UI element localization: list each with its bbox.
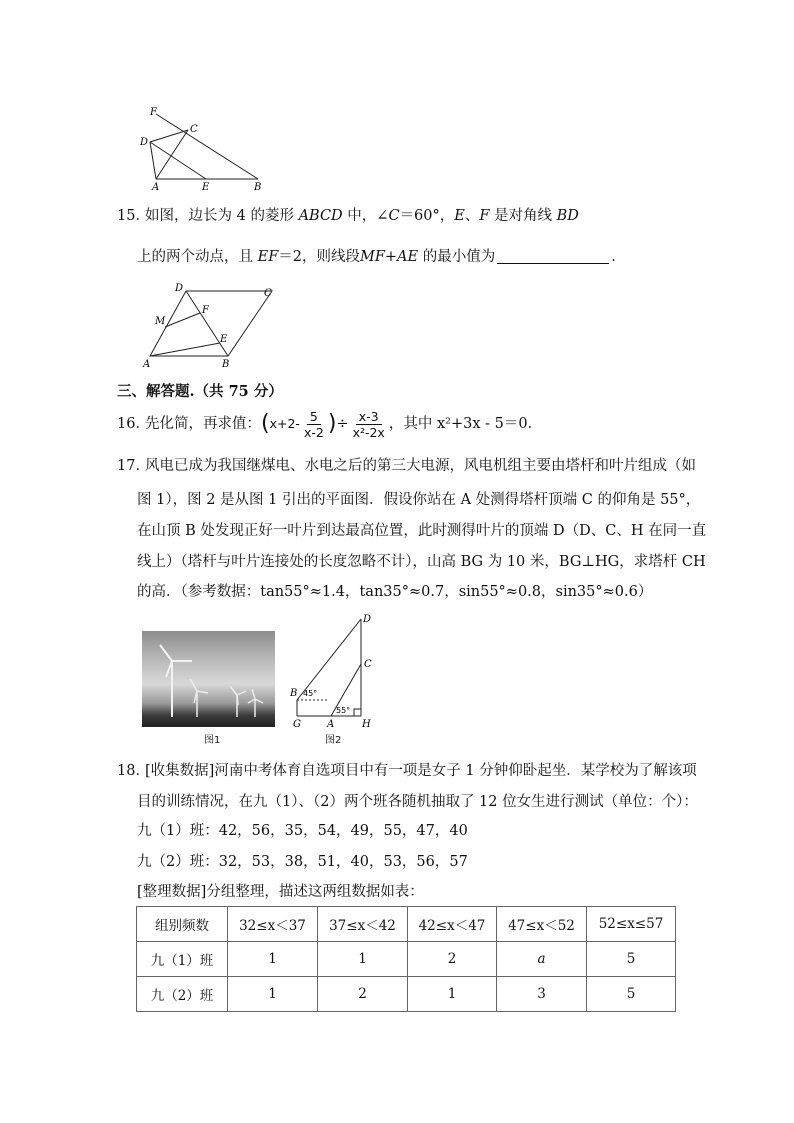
table-header-cell: 37≤x＜42 — [318, 907, 408, 942]
table-header-cell: 组别频数 — [137, 907, 228, 942]
q16-number: 16． — [117, 416, 150, 432]
label-B: B — [290, 688, 298, 699]
label-F: F — [150, 107, 157, 118]
wind-turbine-diagram — [288, 610, 383, 735]
fraction-1: $\frac{5}{x-2}$ — [303, 408, 324, 440]
triangle-figure-prev — [136, 100, 266, 192]
rhombus-figure — [140, 282, 280, 370]
table-header-row — [137, 907, 676, 942]
table-header-cell: 42≤x＜47 — [408, 907, 497, 942]
frequency-table — [136, 906, 676, 1012]
q17-line-4: 线上）（塔杆与叶片连接处的长度忽略不计），山高 BG 为 10 米，BG⊥HG，求塔杆 CH — [137, 554, 706, 570]
table-header-cell: 52≤x≤57 — [587, 907, 676, 942]
q18-line-2: 目的训练情况，在九（1）、（2）两个班各随机抽取了 12 位女生进行测试（单位：个）： — [137, 794, 698, 810]
label-M: M — [155, 316, 166, 327]
q15-line1: 如图，边长为 4 的菱形 ABCD 中，∠C＝60°，E、F 是对角线 BD — [145, 208, 579, 224]
q17-line-1: 风电已成为我国继煤电、水电之后的第三大电源，风电机组主要由塔杆和叶片组成（如 — [145, 458, 696, 474]
table-cell: 5 — [587, 977, 676, 1012]
label-D: D — [175, 283, 184, 294]
label-F: F — [202, 305, 209, 316]
q15-line2: 上的两个动点，且 EF＝2，则线段MF+AE 的最小值为 ． — [137, 249, 626, 265]
q17-line-5: 的高．（参考数据：tan55°≈1.4，tan35°≈0.7，sin55°≈0.8，sin35°≈0.6） — [137, 584, 653, 600]
table-cell: 2 — [408, 942, 497, 977]
label-B: B — [254, 182, 262, 192]
label-C: C — [190, 124, 198, 135]
table-row — [137, 977, 676, 1012]
table-header-cell: 32≤x＜37 — [228, 907, 318, 942]
label-A: A — [152, 182, 160, 192]
table-row — [137, 942, 676, 977]
label-C: C — [364, 659, 372, 670]
q17-line-3: 在山顶 B 处发现正好一叶片到达最高位置，此时测得叶片的顶端 D（D、C、H 在同一直 — [137, 523, 707, 539]
fig2-caption: 图2 — [325, 735, 342, 746]
table-cell: a — [497, 942, 587, 977]
fraction-2: $\frac{x-3}{\text{x²-2x}}$ — [352, 408, 385, 440]
q17-number: 17． — [117, 458, 150, 474]
label-H: H — [362, 719, 371, 730]
label-A: A — [327, 719, 335, 730]
q17-line-2: 图 1），图 2 是从图 1 引出的平面图．假设你站在 A 处测得塔杆顶端 C 的仰角是 55°， — [137, 492, 701, 508]
q18-line-4: 九（2）班：32，53，38，51，40，53，56，57 — [137, 854, 468, 870]
table-cell: 2 — [318, 977, 408, 1012]
table-cell: 1 — [228, 977, 318, 1012]
angle-55: 55° — [336, 706, 351, 715]
label-G: G — [293, 719, 301, 730]
label-A: A — [143, 359, 151, 370]
q15-number: 15． — [117, 208, 150, 224]
section-title: 三、解答题.（共 75 分） — [117, 383, 283, 400]
fig1-caption: 图1 — [204, 735, 221, 746]
table-cell: 5 — [587, 942, 676, 977]
angle-45: 45° — [303, 689, 318, 698]
wind-turbine-photo — [142, 631, 275, 727]
q18-line-3: 九（1）班：42，56，35，54，49，55，47，40 — [137, 823, 468, 839]
table-cell: 九（2）班 — [137, 977, 228, 1012]
q16-line: 先化简，再求值：(x+2- $\frac{5}{x-2}$ )÷ $\frac{x-3}{\text{x²-2x}}$ ，其中 x²+3x - 5＝0． — [145, 408, 543, 440]
q18-number: 18． — [117, 763, 150, 779]
label-E: E — [202, 182, 210, 192]
label-C: C — [264, 288, 272, 299]
q18-line-5: [整理数据]分组整理，描述这两组数据如表： — [137, 884, 424, 900]
label-E: E — [220, 334, 228, 345]
table-cell: 九（1）班 — [137, 942, 228, 977]
label-B: B — [222, 359, 230, 370]
q18-line-1: [收集数据]河南中考体育自选项目中有一项是女子 1 分钟仰卧起坐．某学校为了解该项 — [145, 763, 697, 779]
table-header-cell: 47≤x＜52 — [497, 907, 587, 942]
table-cell: 1 — [318, 942, 408, 977]
table-cell: 1 — [228, 942, 318, 977]
table-cell: 1 — [408, 977, 497, 1012]
label-D: D — [363, 614, 372, 625]
answer-blank — [497, 250, 609, 264]
table-cell: 3 — [497, 977, 587, 1012]
label-D: D — [140, 137, 149, 148]
